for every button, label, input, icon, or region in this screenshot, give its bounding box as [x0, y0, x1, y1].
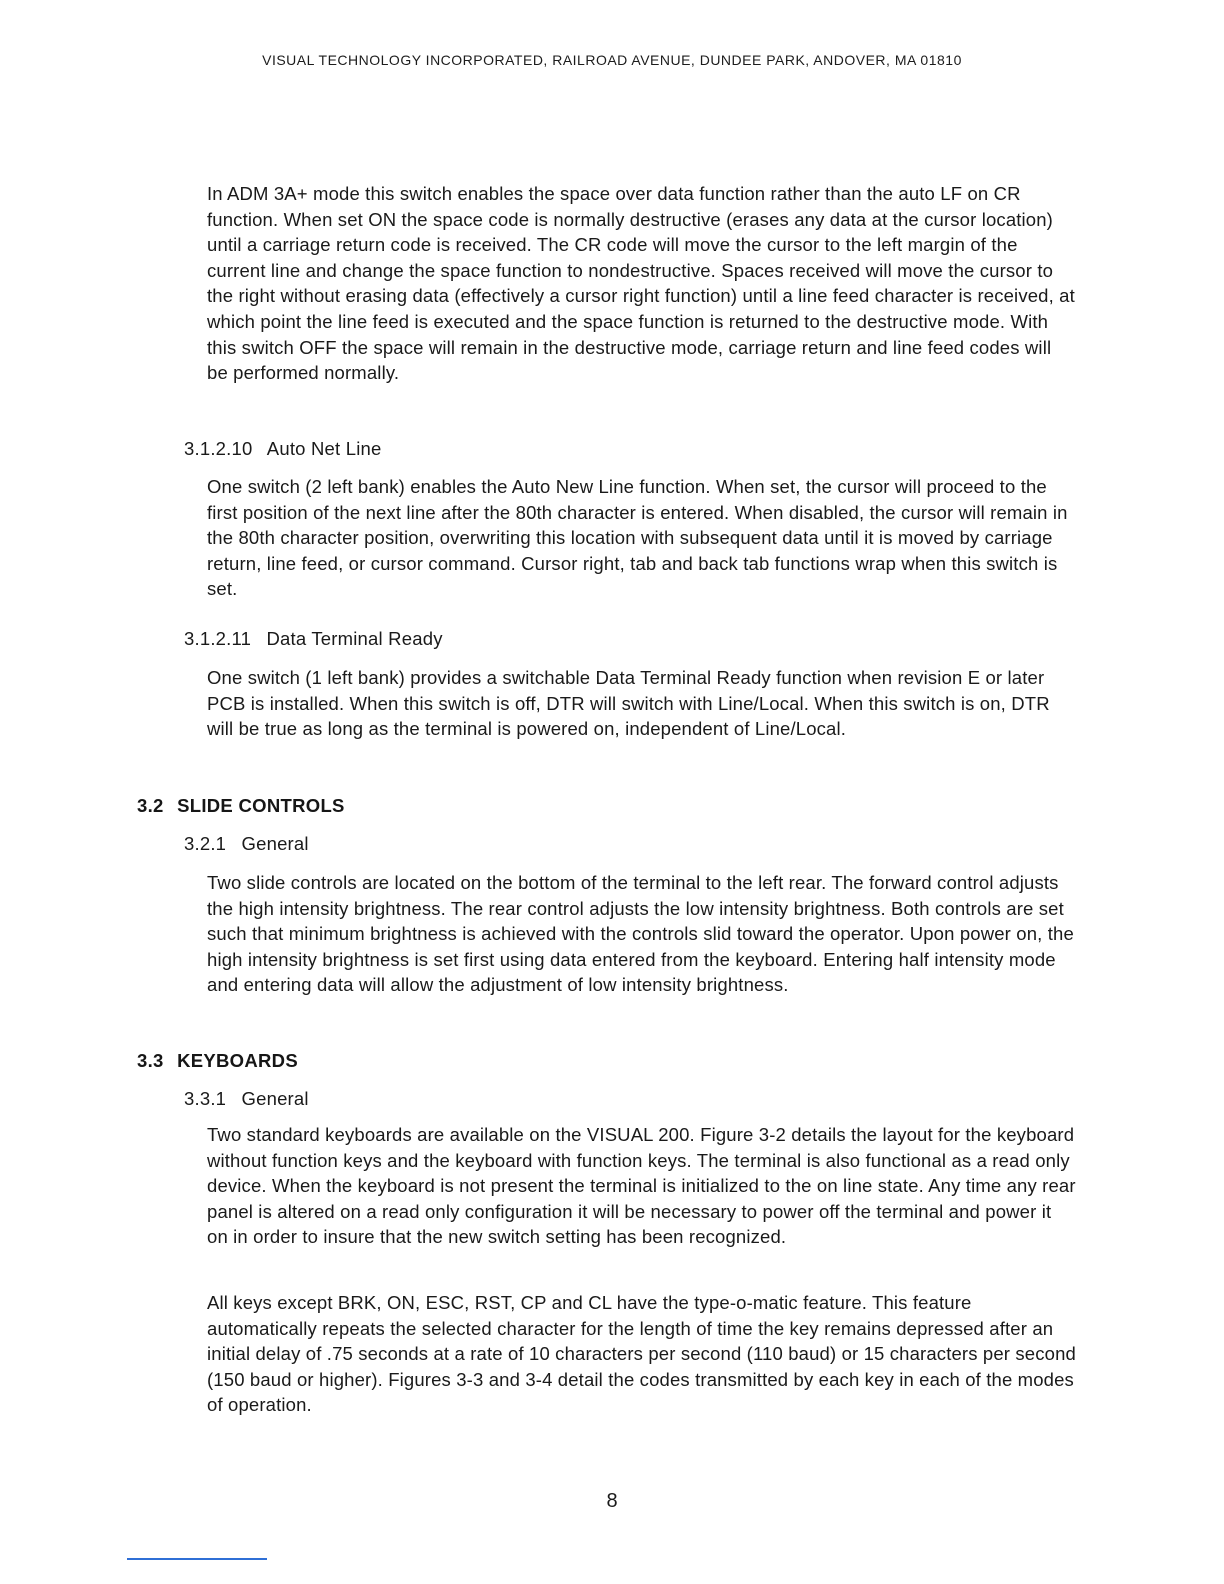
paragraph-type-o-matic: All keys except BRK, ON, ESC, RST, CP and CL have the type-o-matic feature. This feature automatically repeats the selected character for the length of time the key remains depressed after an initial delay of .75 seconds at a rate of 10 characters per second (110 baud) or 15 characters per second (150 baud or higher). Figures 3-3 and 3-4 detail the codes transmitted by each key in each of the modes of operation.	[207, 1292, 1076, 1416]
paragraph-data-terminal-ready: One switch (1 left bank) provides a switchable Data Terminal Ready function when revision E or later PCB is installed. When this switch is off, DTR will switch with Line/Local. When this switch is on, DTR will be true as long as the terminal is powered on, independent of Line/Local.	[207, 667, 1050, 740]
subsection-title: Data Terminal Ready	[266, 628, 443, 649]
page-header: VISUAL TECHNOLOGY INCORPORATED, RAILROAD AVENUE, DUNDEE PARK, ANDOVER, MA 01810	[262, 52, 962, 68]
page-number: 8	[606, 1490, 618, 1512]
paragraph-slide-controls: Two slide controls are located on the bottom of the terminal to the left rear. The forward control adjusts the high intensity brightness. The rear control adjusts the low intensity brightness. Both controls are set such that minimum brightness is achieved with the controls slid toward the operator. Upon power on, the high intensity brightness is set first using data entered from the keyboard. Entering half intensity mode and entering data will allow the adjustment of low intensity brightness.	[207, 872, 1074, 996]
subsection-number: 3.1.2.11	[184, 628, 252, 649]
section-title: SLIDE CONTROLS	[177, 795, 345, 816]
section-title: KEYBOARDS	[177, 1050, 298, 1071]
subsection-title: General	[241, 1088, 309, 1109]
subsection-heading-3-3-1	[184, 1087, 309, 1111]
paragraph-auto-new-line: One switch (2 left bank) enables the Auto New Line function. When set, the cursor will proceed to the first position of the next line after the 80th character is entered. When disabled, the cursor will remain in the 80th character position, overwriting this location with subsequent data until it is moved by carriage return, line feed, or cursor command. Cursor right, tab and back tab functions wrap when this switch is set.	[207, 476, 1068, 600]
section-heading-3-3	[137, 1049, 298, 1073]
section-number: 3.3	[137, 1050, 164, 1071]
section-heading-3-2	[137, 794, 345, 818]
subsection-heading-3-2-1	[184, 832, 309, 856]
subsection-title: Auto Net Line	[266, 438, 382, 459]
scan-edge-line	[127, 1558, 267, 1560]
subsection-number: 3.2.1	[184, 833, 227, 854]
paragraph-keyboards: Two standard keyboards are available on the VISUAL 200. Figure 3-2 details the layout for the keyboard without function keys and the keyboard with function keys. The terminal is also functional as a read only device. When the keyboard is not present the terminal is initialized to the on line state. Any time any rear panel is altered on a read only configuration it will be necessary to power off the terminal and power it on in order to insure that the new switch setting has been recognized.	[207, 1124, 1076, 1248]
subsection-heading-3-1-2-11	[184, 627, 443, 651]
section-number: 3.2	[137, 795, 164, 816]
subsection-title: General	[241, 833, 309, 854]
intro-paragraph: In ADM 3A+ mode this switch enables the space over data function rather than the auto LF on CR function. When set ON the space code is normally destructive (erases any data at the cursor location) until a carriage return code is received. The CR code will move the cursor to the left margin of the current line and change the space function to nondestructive. Spaces received will move the cursor to the right without erasing data (effectively a cursor right function) until a line feed character is received, at which point the line feed is executed and the space function is returned to the destructive mode. With this switch OFF the space will remain in the destructive mode, carriage return and line feed codes will be performed normally.	[207, 183, 1075, 384]
subsection-heading-3-1-2-10	[184, 437, 382, 461]
subsection-number: 3.3.1	[184, 1088, 227, 1109]
subsection-number: 3.1.2.10	[184, 438, 253, 459]
